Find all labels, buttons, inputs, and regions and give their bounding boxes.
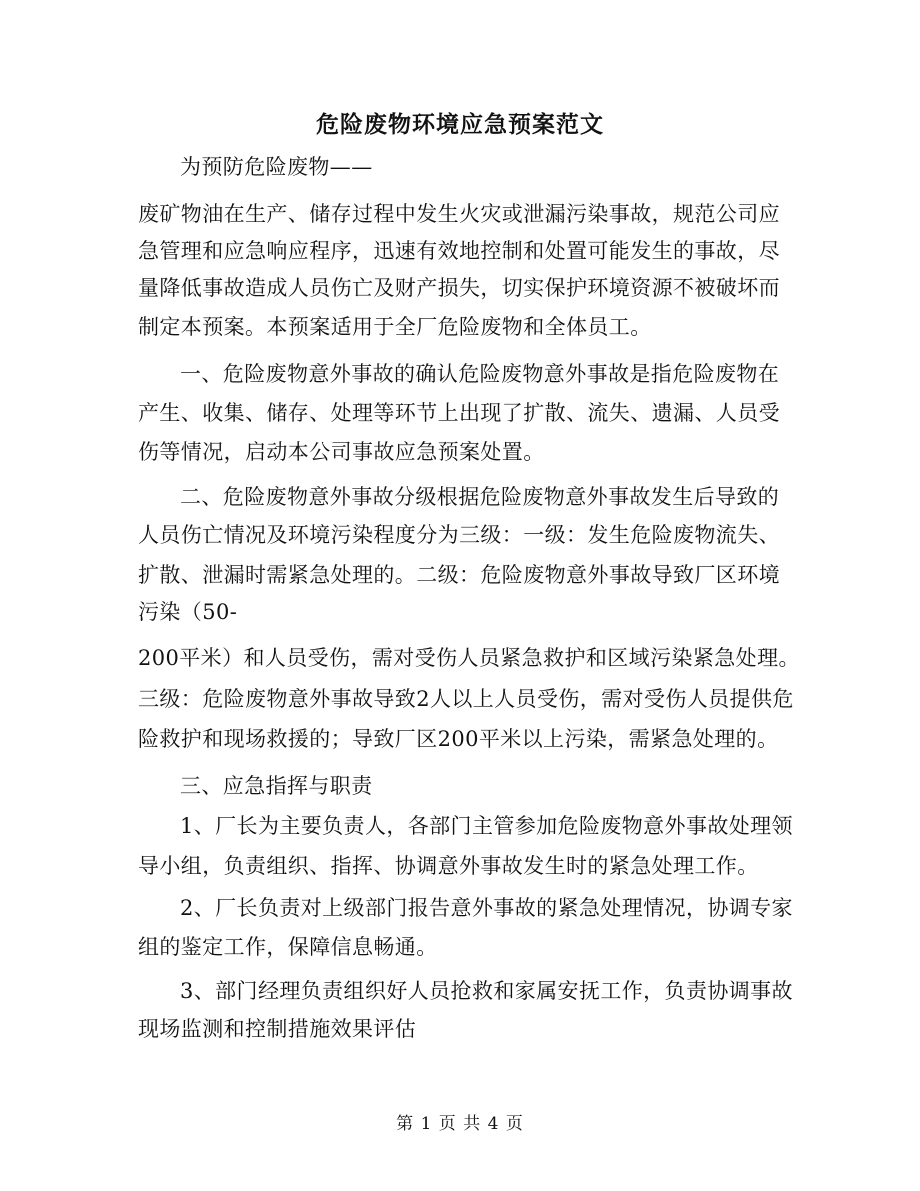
text-line: 人员伤亡情况及环境污染程度分为三级：一级：发生危险废物流失、 — [138, 523, 780, 547]
text-line: 伤等情况，启动本公司事故应急预案处置。 — [138, 440, 545, 464]
text-line: 导小组，负责组织、指挥、协调意外事故发生时的紧急处理工作。 — [138, 854, 759, 878]
text-line: 200平米）和人员受伤，需对受伤人员紧急救护和区域污染紧急处理。 — [138, 646, 800, 670]
text-line: 2、厂长负责对上级部门报告意外事故的紧急处理情况，协调专家 — [180, 896, 793, 920]
text-line: 1、厂长为主要负责人，各部门主管参加危险废物意外事故处理领 — [180, 814, 793, 838]
text-line: 废矿物油在生产、储存过程中发生火灾或泄漏污染事故，规范公司应 — [138, 202, 780, 226]
text-line: 量降低事故造成人员伤亡及财产损失，切实保护环境资源不被破坏而 — [138, 276, 780, 300]
text-line: 组的鉴定工作，保障信息畅通。 — [138, 935, 438, 959]
text-line: 二、危险废物意外事故分级根据危险废物意外事故发生后导致的 — [180, 485, 780, 509]
text-line: 为预防危险废物—— — [180, 155, 373, 179]
text-line: 产生、收集、储存、处理等环节上出现了扩散、流失、遗漏、人员受 — [138, 401, 780, 425]
text-line: 现场监测和控制措施效果评估 — [138, 1017, 417, 1041]
text-line: 扩散、泄漏时需紧急处理的。二级：危险废物意外事故导致厂区环境 — [138, 563, 780, 587]
text-line: 急管理和应急响应程序，迅速有效地控制和处置可能发生的事故，尽 — [138, 239, 780, 263]
text-line: 3、部门经理负责组织好人员抢救和家属安抚工作，负责协调事故 — [180, 979, 793, 1003]
text-line: 一、危险废物意外事故的确认危险废物意外事故是指危险废物在 — [180, 362, 780, 386]
text-line: 污染（50- — [138, 600, 238, 624]
page-number: 第 1 页 共 4 页 — [396, 1114, 524, 1134]
text-line: 险救护和现场救援的；导致厂区200平米以上污染，需紧急处理的。 — [138, 727, 779, 751]
document-title: 危险废物环境应急预案范文 — [316, 111, 604, 138]
text-line: 制定本预案。本预案适用于全厂危险废物和全体员工。 — [138, 315, 652, 339]
text-line: 三级：危险废物意外事故导致2人以上人员受伤，需对受伤人员提供危 — [138, 687, 794, 711]
section-heading: 三、应急指挥与职责 — [180, 774, 373, 798]
